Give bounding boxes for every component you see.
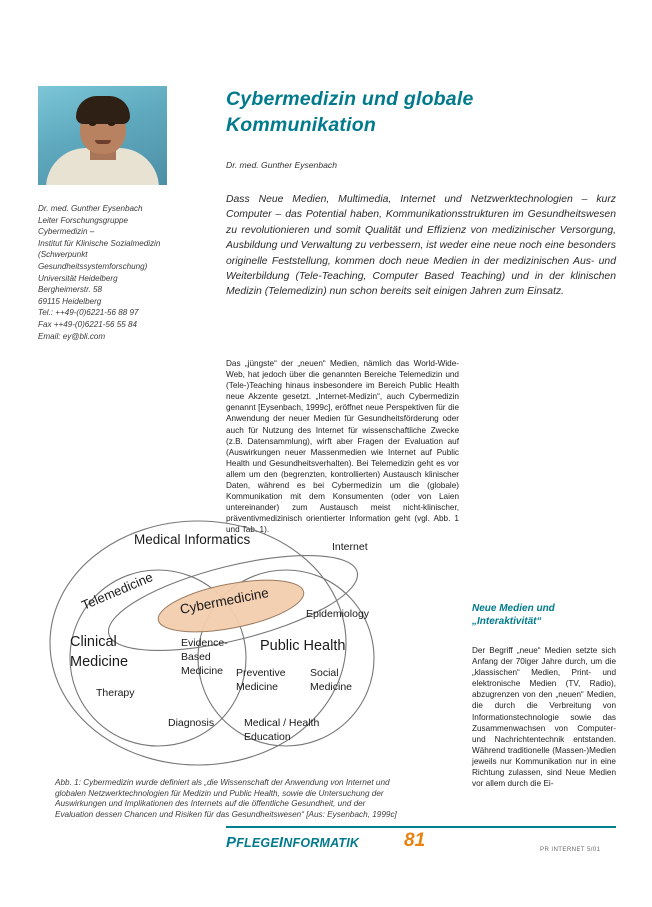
author-line-4: Universität Heidelberg [38,273,118,283]
footer-brand-nformatik: NFORMATIK [283,836,360,850]
author-line-3: Institut für Klinische Sozialmedizin (Schwerpunkt Gesundheitssystemforschung) [38,238,161,271]
label-medical-health-education-line1: Medical / Health [244,717,320,729]
footer-brand-flege: FLEGE [236,836,279,850]
subheading-line-1: Neue Medien und [472,603,555,614]
label-public-health: Public Health [260,638,346,654]
footer-brand-p: P [226,834,237,851]
label-evidence-based-line2: Based [181,651,211,663]
label-evidence-based-line1: Evidence- [181,637,228,649]
author-line-2: Cybermedizin – [38,227,95,237]
label-epidemiology: Epidemiology [306,608,370,620]
photo-eye-left [89,122,96,126]
label-preventive-medicine-line2: Medicine [236,681,279,693]
label-evidence-based-line3: Medicine [181,665,224,677]
label-cybermedicine: Cybermedicine [178,585,270,617]
venn-diagram-figure [48,518,406,768]
page-title [226,86,616,138]
figure-caption: Abb. 1: Cybermedizin wurde definiert als „die Wissenschaft der Anwendung von Internet und globalen Netzwerktechnologien für Medizin und Public Health, sowie die Untersuchung der Auswirkungen und Implikationen des Internets auf die öffentliche Gesundheit, und der Evaluation dessen Chancen und Risiken für das Gesundheitswesen“ [Aus: Eysenbach, 1999c] [55,778,397,819]
label-therapy: Therapy [96,687,135,699]
label-diagnosis: Diagnosis [168,717,215,729]
author-line-5: Bergheimerstr. 58 [38,285,103,295]
label-clinical-medicine-line2: Medicine [70,654,129,670]
subheading-line-2: „Interaktivität“ [472,616,542,627]
footer-brand [226,834,359,851]
label-medical-informatics: Medical Informatics [134,532,251,547]
label-clinical-medicine-line1: Clinical [70,634,117,650]
author-contact-block [38,203,176,342]
page-number: 81 [404,830,426,851]
author-line-0: Dr. med. Gunther Eysenbach [38,204,143,213]
label-preventive-medicine-line1: Preventive [236,667,286,679]
photo-eye-right [108,122,115,126]
footer-issue: PR INTERNET 5/01 [540,846,601,853]
author-photo [38,86,167,185]
label-social-medicine-line2: Medicine [310,681,353,693]
photo-mouth [95,140,111,144]
body-text-column-one: Das „jüngste“ der „neuen“ Medien, nämlich das World-Wide-Web, hat jedoch über die genannten Bereiche Telemedizin und (Tele-)Teaching hinaus insbesondere im Bereich Public Health neue Akzente gesetzt. „Internet-Medizin“, auch Cybermedizin genannt [Eysenbach, 1999c], eröffnet neue Perspektiven für die Anwendung der neuer Medien für Gesundheitsförderung oder auch für Nutzung des Internet für wissenschaftliche Zwecke (z.B. Datensammlung), wirft aber Fragen der Evaluation auf (Auswirkungen neuer Massenmedien wie Internet auf Public Health und Gesundheitsverhalten). Bei Telemedizin geht es vor allem um den (begrenzten, kontrollierten) Austausch klinischer Daten, während es bei Cybermedizin um die (globale) Kommunikation mit dem Konsumenten (oder von Laien untereinander) zum Austausch meist nicht-klinischer, präventivmedizinisch orientierter Information geht (vgl. Abb. 1 und Tab. 1). [226,359,459,535]
author-photo-image [38,86,167,185]
author-line-6: 69115 Heidelberg [38,296,102,306]
label-social-medicine-line1: Social [310,667,339,679]
byline: Dr. med. Gunther Eysenbach [226,160,337,170]
author-line-7: Tel.: ++49-(0)6221-56 88 97 [38,308,139,318]
section-subheading [472,602,616,628]
author-line-9: Email: ey@bli.com [38,331,106,341]
author-line-8: Fax ++49-(0)6221-56 55 84 [38,319,137,329]
page-title-line-2: Kommunikation [226,114,376,136]
label-telemedicine: Telemedicine [79,569,156,613]
author-line-1: Leiter Forschungsgruppe [38,215,128,225]
lead-paragraph: Dass Neue Medien, Multimedia, Internet und Netzwerktechnologien – kurz Computer – das Potential haben, Kommunikationsstrukturen im Gesundheitswesen zu revolutionieren und somit Qualität und Effizienz von medizinischer Versorgung, Ausbildung und Verwaltung zu verbessern, ist weder eine neue noch eine besonders originelle Feststellung, kommen doch neue Medien in der medizinischen Aus- und Weiterbildung (Tele-Teaching, Computer Based Teaching) und in der klinischen Medizin (Telemedizin) nun schon bereits seit einigen Jahren zum Einsatz. [226,194,616,298]
label-medical-health-education-line2: Education [244,731,291,743]
page-title-line-1: Cybermedizin und globale [226,88,474,110]
footer-brand-i: I [278,834,284,851]
footer-divider [226,826,616,828]
body-text-column-two: Der Begriff „neue“ Medien setzte sich Anfang der 70iger Jahre durch, um die „klassischen“ Medien, Print- und elektronische Medien (TV, Radio), abzugrenzen von den „neuen“ Medien, die durch die Verbreitung von Informationstechnologie sowie das Zusammenwachsen von Computer- und Nachrichtentechnik entstanden. Während traditionelle (Massen-)Medien jeweils nur Kommunikation nur in eine Richtung zulassen, sind Neue Medien vor allem durch die Ei- [472,646,616,789]
photo-hair [76,96,130,124]
venn-diagram-svg [48,518,406,768]
label-internet: Internet [332,541,368,553]
